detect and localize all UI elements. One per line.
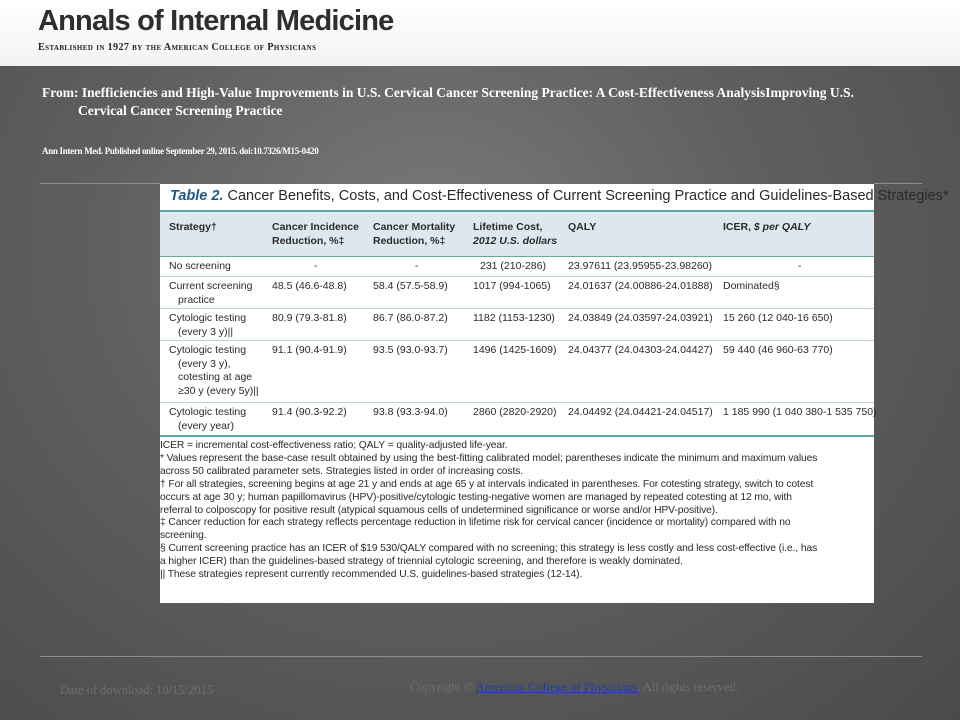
cell-strategy xyxy=(169,260,231,274)
cell-cost: 1017 (994-1065) xyxy=(473,280,551,292)
strategy-line: (every 3 y), xyxy=(178,357,231,370)
copyright-suffix: . All rights reserved. xyxy=(637,680,739,694)
cell-mortality: 58.4 (57.5-58.9) xyxy=(373,280,448,292)
copyright-notice xyxy=(410,677,790,698)
footnote: across 50 calibrated parameter sets. Strategies listed in order of increasing costs. xyxy=(160,465,524,477)
cell-mortality: 86.7 (86.0-87.2) xyxy=(373,312,448,324)
strategy-line: No screening xyxy=(169,260,231,272)
table-figure[interactable] xyxy=(160,184,949,603)
col-cost-line1: Lifetime Cost, xyxy=(473,221,543,233)
footnote: a higher ICER) than the guidelines-based strategy of triennial cytologic screening, and therefore is weakly dominated. xyxy=(160,556,683,568)
cell-qaly: 24.04377 (24.04303-24.04427) xyxy=(568,344,713,356)
cell-icer: 59 440 (46 960-63 770) xyxy=(723,344,833,356)
table-footnotes xyxy=(160,440,882,582)
cell-cost: 231 (210-286) xyxy=(480,260,546,272)
journal-tagline: Established in 1927 by the American College of Physicians xyxy=(38,42,317,53)
footnote: ‡ Cancer reduction for each strategy reflects percentage reduction in lifetime risk for cervical cancer (incidence or mortality) compared with no xyxy=(160,517,791,529)
table-row xyxy=(160,402,877,435)
footnote: screening. xyxy=(160,530,207,542)
footnote: † For all strategies, screening begins at age 21 y and ends at age 65 y at intervals indicated in parentheses. For cotesting strategy, switch to cotest xyxy=(160,478,814,490)
cell-incidence: 80.9 (79.3-81.8) xyxy=(272,312,347,324)
cell-incidence: 91.1 (90.4-91.9) xyxy=(272,344,347,356)
col-incidence xyxy=(272,220,359,248)
strategy-line: Current screening xyxy=(169,280,253,292)
col-incidence-line2: Reduction, %‡ xyxy=(272,235,345,247)
footnote: § Current screening practice has an ICER of $19 530/QALY compared with no screening; this strategy is less costly and less cost-effective (i.e., has xyxy=(160,543,818,555)
cell-strategy xyxy=(169,280,252,307)
footnote: ICER = incremental cost-effectiveness ratio; QALY = quality-adjusted life-year. xyxy=(160,440,508,451)
footnote: * Values represent the base-case result obtained by using the best-fitting calibrated model; parentheses indicate the minimum and maximum values xyxy=(160,452,818,464)
footnote: || These strategies represent currently recommended U.S. guidelines-based strategies (12-14). xyxy=(160,569,583,581)
strategy-line: (every year) xyxy=(178,419,235,432)
cell-qaly: 23.97611 (23.95955-23.98260) xyxy=(568,260,713,272)
cell-incidence: 91.4 (90.3-92.2) xyxy=(272,406,347,418)
col-icer xyxy=(723,220,810,234)
acp-link[interactable]: American College of Physicians xyxy=(475,680,638,694)
divider-left xyxy=(40,183,160,184)
strategy-line: ≥30 y (every 5y)|| xyxy=(178,384,259,397)
cell-incidence: 48.5 (46.6-48.8) xyxy=(272,280,347,292)
cell-strategy xyxy=(169,344,259,398)
strategy-line: cotesting at age xyxy=(178,371,253,383)
copyright-prefix: Copyright © xyxy=(410,680,476,694)
cell-qaly: 24.04492 (24.04421-24.04517) xyxy=(568,406,713,418)
table-title xyxy=(170,188,949,204)
cell-strategy xyxy=(169,312,246,339)
cell-icer: 15 260 (12 040-16 650) xyxy=(723,312,833,324)
col-mortality-line1: Cancer Mortality xyxy=(373,221,456,233)
table-header xyxy=(160,212,874,256)
footnote: referral to colposcopy for positive result (atypical squamous cells of undetermined significance or worse and/or HPV-positive). xyxy=(160,504,718,516)
strategy-line: (every 3 y)|| xyxy=(178,325,234,338)
footer-divider xyxy=(40,656,922,657)
cell-mortality: - xyxy=(415,260,419,272)
table-caption: Cancer Benefits, Costs, and Cost-Effectiveness of Current Screening Practice and Guidelines-Based Strategies* xyxy=(223,188,949,204)
cell-qaly: 24.03849 (24.03597-24.03921) xyxy=(568,312,713,324)
col-strategy: Strategy† xyxy=(169,221,217,233)
cell-cost: 2860 (2820-2920) xyxy=(473,406,557,418)
strategy-line: Cytologic testing xyxy=(169,312,247,324)
strategy-line: Cytologic testing xyxy=(169,406,247,418)
journal-header xyxy=(0,0,960,66)
table-row xyxy=(160,340,874,402)
strategy-line: Cytologic testing xyxy=(169,344,247,356)
col-incidence-line1: Cancer Incidence xyxy=(272,221,359,233)
col-qaly: QALY xyxy=(568,221,597,233)
divider-right xyxy=(874,183,922,184)
cell-qaly: 24.01637 (24.00886-24.01888) xyxy=(568,280,713,292)
col-icer-prefix: ICER, xyxy=(723,221,754,233)
strategy-line: practice xyxy=(178,293,215,306)
col-cost xyxy=(473,220,557,248)
table-bottom-rule xyxy=(160,435,874,437)
footnote: occurs at age 30 y; human papillomavirus (HPV)-positive/cytologic testing-negative women are managed by repeated cotesting at 12 mo, with xyxy=(160,491,792,503)
cell-cost: 1496 (1425-1609) xyxy=(473,344,557,356)
col-cost-line2: 2012 U.S. dollars xyxy=(473,235,558,247)
table-row xyxy=(160,276,874,308)
cell-mortality: 93.8 (93.3-94.0) xyxy=(373,406,448,418)
table-label: Table 2. xyxy=(170,188,224,204)
table-row xyxy=(160,308,874,340)
table-row xyxy=(160,257,874,276)
cell-incidence: - xyxy=(314,260,318,272)
cell-icer: 1 185 990 (1 040 380-1 535 750) xyxy=(723,406,877,418)
cell-cost: 1182 (1153-1230) xyxy=(473,312,555,324)
cell-mortality: 93.5 (93.0-93.7) xyxy=(373,344,448,356)
article-citation: Ann Intern Med. Published online September 29, 2015. doi:10.7326/M15-0420 xyxy=(42,146,319,156)
article-title: From: Inefficiencies and High-Value Improvements in U.S. Cervical Cancer Screening Practice: A Cost-Effectiveness AnalysisImproving U.S. Cervical Cancer Screening Practice xyxy=(42,85,854,118)
cell-icer: Dominated§ xyxy=(723,280,780,292)
journal-name: Annals of Internal Medicine xyxy=(38,5,394,37)
col-mortality-line2: Reduction, %‡ xyxy=(373,235,446,247)
cell-strategy xyxy=(169,406,246,433)
col-icer-unit: $ per QALY xyxy=(753,221,811,233)
col-mortality xyxy=(373,220,455,248)
cell-icer: - xyxy=(798,260,802,272)
download-date: Date of download: 10/15/2015 xyxy=(60,683,214,697)
